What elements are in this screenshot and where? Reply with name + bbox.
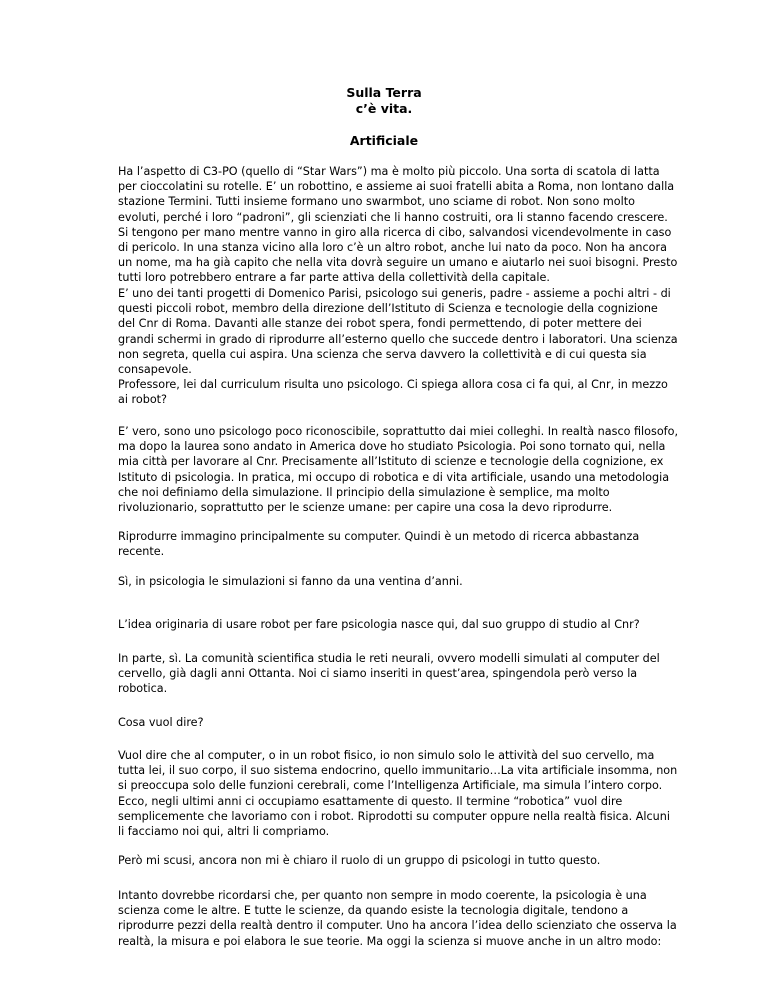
question: L’idea originaria di usare robot per fare psicologia nasce qui, dal suo gruppo di studio al Cnr? [118, 618, 640, 631]
question-1 [118, 377, 678, 407]
answer: E’ vero, sono uno psicologo poco riconoscibile, soprattutto dai miei colleghi. In realtà nasco filosofo, ma dopo la laurea sono andato in America dove ho studiato Psicologia. Poi sono tornato qui, nella mia città per lavorare al Cnr. Precisamente all’Istituto di scienze e tecnologie della cognizione, ex Istituto di psicologia. In pratica, mi occupo di robotica e di vita artificiale, usando una metodologia che noi definiamo della simulazione. Il principio della simulazione è semplice, ma molto rivoluzionario, soprattutto per le scienze umane: per capire una cosa la devo riprodurre. [118, 425, 679, 515]
answer-5 [118, 888, 678, 949]
question: Però mi scusi, ancora non mi è chiaro il ruolo di un gruppo di psicologi in tutto questo. [118, 854, 601, 867]
paragraph-parisi [118, 286, 678, 377]
paragraph-intro [118, 164, 678, 286]
answer: Sì, in psicologia le simulazioni si fanno da una ventina d’anni. [118, 575, 463, 588]
question-4 [118, 715, 678, 730]
answer: Intanto dovrebbe ricordarsi che, per quanto non sempre in modo coerente, la psicologia è una scienza come le altre. E tutte le scienze, da quando esiste la tecnologia digitale, tendono a riprodurre pezzi della realtà dentro il computer. Uno ha ancora l’idea dello scienziato che osserva la realtà, la misura e poi elabora le sue teorie. Ma oggi la scienza si muove anche in un altro modo: [118, 889, 677, 948]
subtitle: Artificiale [349, 133, 419, 148]
answer: Vuol dire che al computer, o in un robot fisico, io non simulo solo le attività del suo cervello, ma tutta lei, il suo corpo, il suo sistema endocrino, quello immunitario…La vita artificiale insomma, non si preoccupa solo delle funzioni cerebrali, come l’Intelligenza Artificiale, ma simula l’intero corpo. Ecco, negli ultimi anni ci occupiamo esattamente di questo. Il termine “robotica” vuol dire semplicemente che lavoriamo con i robot. Riprodotti su computer oppure nella realtà fisica. Alcuni li facciamo noi qui, altri li compriamo. [118, 749, 678, 839]
title-line-1: Sulla Terra [346, 85, 422, 100]
answer-1 [118, 424, 678, 515]
question: Cosa vuol dire? [118, 716, 204, 729]
answer: In parte, sì. La comunità scientifica studia le reti neurali, ovvero modelli simulati al computer del cervello, già dagli anni Ottanta. Noi ci siamo inseriti in quest’area, spingendola però verso la robotica. [118, 652, 660, 696]
answer-2 [118, 574, 678, 589]
question-5 [118, 853, 678, 868]
paragraph: E’ uno dei tanti progetti di Domenico Parisi, psicologo sui generis, padre - assieme a pochi altri - di questi piccoli robot, membro della direzione dell’Istituto di Scienza e tecnologie della cognizione del Cnr di Roma. Davanti alle stanze dei robot spera, fondi permettendo, di poter mettere dei grandi schermi in grado di riprodurre all’esterno quello che succede dentro i laboratori. Una scienza non segreta, quella cui aspira. Una scienza che serva davvero la collettività e di cui questa sia consapevole. [118, 287, 678, 377]
paragraph: Ha l’aspetto di C3-PO (quello di “Star Wars”) ma è molto più piccolo. Una sorta di scatola di latta per cioccolatini su rotelle. E’ un robottino, e assieme ai suoi fratelli abita a Roma, non lontano dalla stazione Termini. Tutti insieme formano uno swarmbot, uno sciame di robot. Non sono molto evoluti, perché i loro “padroni”, gli scienziati che li hanno costruiti, ora li stanno facendo crescere. Si tengono per mano mentre vanno in giro alla ricerca di cibo, salvandosi vicendevolmente in caso di pericolo. In una stanza vicino alla loro c’è un altro robot, anche lui nato da poco. Non ha ancora un nome, ma ha già capito che nella vita dovrà seguire un umano e aiutarlo nei suoi bisogni. Presto tutti loro potrebbero entrare a far parte attiva della collettività della capitale. [118, 165, 678, 285]
question: Professore, lei dal curriculum risulta uno psicologo. Ci spiega allora cosa ci fa qui, al Cnr, in mezzo ai robot? [118, 378, 668, 407]
title-line-2: c’è vita. [355, 101, 413, 116]
question: Riprodurre immagino principalmente su computer. Quindi è un metodo di ricerca abbastanza recente. [118, 530, 640, 559]
answer-3 [118, 651, 678, 697]
question-2 [118, 529, 678, 559]
answer-4 [118, 748, 678, 839]
question-3 [118, 617, 678, 632]
